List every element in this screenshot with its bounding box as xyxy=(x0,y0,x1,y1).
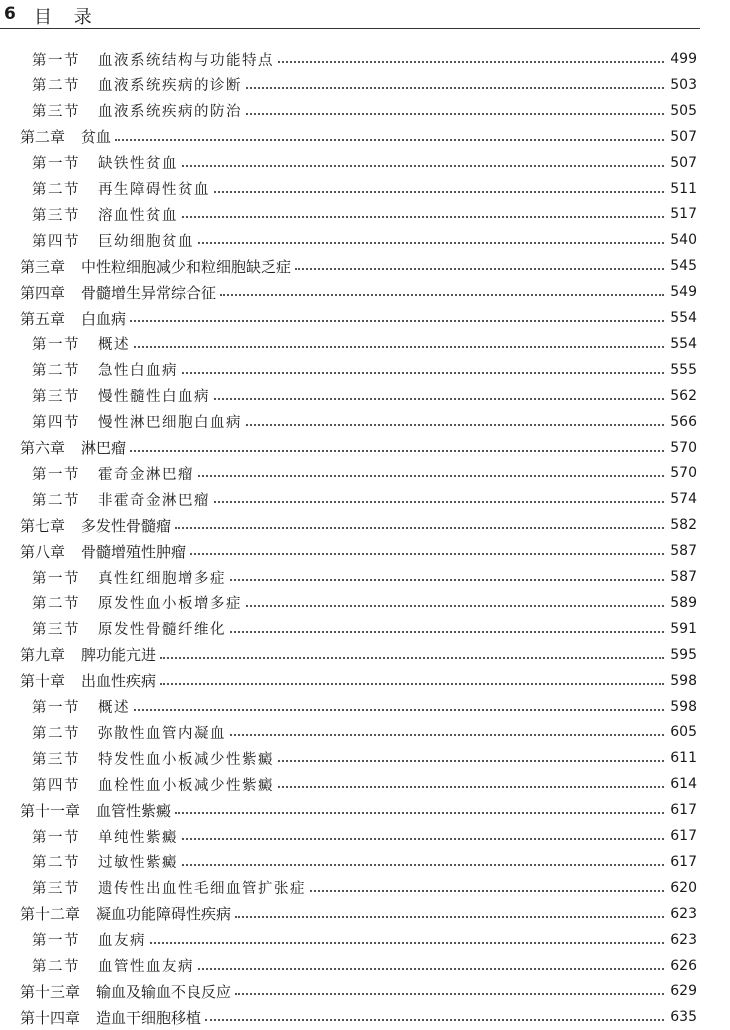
toc-leader-dots xyxy=(130,450,664,452)
toc-leader-dots xyxy=(198,475,664,477)
toc-entry-label: 第三章 xyxy=(20,257,66,276)
toc-entry-title: 多发性骨髓瘤 xyxy=(81,516,172,535)
toc-entry-label: 第一节 xyxy=(32,570,80,587)
toc-section-entry[interactable] xyxy=(32,357,697,383)
toc-chapter-entry[interactable] xyxy=(20,797,697,823)
toc-leader-dots xyxy=(295,268,664,270)
toc-entry-title: 巨幼细胞贫血 xyxy=(98,233,194,250)
toc-entry-title: 真性红细胞增多症 xyxy=(98,570,226,587)
toc-entry-page: 570 xyxy=(670,439,697,456)
toc-entry-title: 血栓性血小板减少性紫癜 xyxy=(98,777,274,794)
toc-entry-page: 626 xyxy=(670,957,697,974)
toc-entry-label: 第三节 xyxy=(32,622,80,639)
toc-entry-page: 595 xyxy=(670,646,697,663)
toc-entry-title: 缺铁性贫血 xyxy=(98,156,178,173)
toc-chapter-entry[interactable] xyxy=(20,642,697,668)
toc-section-entry[interactable] xyxy=(32,953,697,979)
toc-entry-label: 第二节 xyxy=(32,959,80,975)
toc-section-entry[interactable] xyxy=(32,98,697,124)
toc-entry-label: 第八章 xyxy=(20,542,66,561)
toc-entry-page: 623 xyxy=(670,931,697,948)
toc-leader-dots xyxy=(310,890,664,892)
toc-entry-label: 第一节 xyxy=(32,156,80,173)
toc-entry-title: 霍奇金淋巴瘤 xyxy=(98,466,194,483)
toc-entry-title: 凝血功能障碍性疾病 xyxy=(96,905,232,924)
toc-leader-dots xyxy=(235,916,664,918)
toc-entry-title: 血管性紫癜 xyxy=(96,801,172,820)
toc-entry-page: 617 xyxy=(670,828,697,844)
toc-entry-label: 第七章 xyxy=(20,516,66,535)
toc-section-entry[interactable] xyxy=(32,409,697,435)
toc-chapter-entry[interactable] xyxy=(20,978,697,1004)
toc-entry-page: 505 xyxy=(670,102,697,119)
toc-entry-page: 629 xyxy=(670,983,697,1000)
toc-entry-label: 第二节 xyxy=(32,596,80,613)
toc-entry-label: 第二节 xyxy=(32,855,80,872)
toc-entry-page: 574 xyxy=(670,491,697,508)
toc-leader-dots xyxy=(175,812,664,814)
toc-entry-label: 第九章 xyxy=(20,646,66,665)
toc-entry-label: 第一节 xyxy=(32,933,80,950)
toc-leader-dots xyxy=(115,139,664,141)
toc-chapter-entry[interactable] xyxy=(20,901,697,927)
toc-entry-title: 输血及输血不良反应 xyxy=(96,982,232,1001)
toc-entry-page: 635 xyxy=(670,1009,697,1026)
toc-entry-title: 原发性血小板增多症 xyxy=(98,596,242,613)
toc-section-entry[interactable] xyxy=(32,227,697,253)
toc-entry-label: 第四章 xyxy=(20,283,66,302)
toc-entry-title: 溶血性贫血 xyxy=(98,207,178,224)
toc-entry-title: 贫血 xyxy=(81,128,112,147)
toc-leader-dots xyxy=(214,191,664,193)
toc-entry-title: 淋巴瘤 xyxy=(81,439,127,457)
toc-entry-title: 概述 xyxy=(98,337,130,354)
toc-entry-page: 517 xyxy=(670,206,697,223)
toc-leader-dots xyxy=(134,709,664,711)
toc-entry-title: 血液系统疾病的诊断 xyxy=(98,78,242,95)
toc-leader-dots xyxy=(246,605,664,607)
toc-entry-title: 遗传性出血性毛细血管扩张症 xyxy=(98,881,306,898)
toc-entry-title: 造血干细胞移植 xyxy=(96,1008,202,1027)
toc-leader-dots xyxy=(190,553,664,555)
toc-entry-page: 591 xyxy=(670,620,697,637)
toc-section-entry[interactable] xyxy=(32,460,697,486)
toc-section-entry[interactable] xyxy=(32,150,697,176)
toc-entry-page: 617 xyxy=(670,802,697,819)
toc-entry-title: 再生障碍性贫血 xyxy=(98,182,210,198)
toc-entry-title: 中性粒细胞减少和粒细胞缺乏症 xyxy=(81,257,292,276)
toc-entry-label: 第一节 xyxy=(32,829,80,846)
toc-leader-dots xyxy=(220,294,664,296)
toc-leader-dots xyxy=(150,942,664,944)
toc-entry-page: 545 xyxy=(670,258,697,275)
toc-entry-label: 第十一章 xyxy=(20,801,81,820)
toc-entry-label: 第二节 xyxy=(32,363,80,380)
toc-section-entry[interactable] xyxy=(32,331,697,357)
toc-entry-title: 原发性骨髓纤维化 xyxy=(98,622,226,639)
toc-entry-page: 507 xyxy=(670,128,697,145)
toc-section-entry[interactable] xyxy=(32,694,697,720)
toc-leader-dots xyxy=(278,760,664,762)
toc-entry-label: 第三节 xyxy=(32,881,80,898)
toc-entry-page: 549 xyxy=(670,284,697,301)
toc-leader-dots xyxy=(182,216,664,218)
toc-chapter-entry[interactable] xyxy=(20,253,697,279)
toc-entry-page: 611 xyxy=(670,750,697,767)
toc-entry-label: 第三节 xyxy=(32,751,80,768)
toc-leader-dots xyxy=(246,87,664,89)
toc-chapter-entry[interactable] xyxy=(20,1004,697,1030)
toc-entry-title: 白血病 xyxy=(81,309,127,328)
toc-chapter-entry[interactable] xyxy=(20,279,697,305)
toc-entry-label: 第十三章 xyxy=(20,982,81,1001)
toc-entry-title: 血友病 xyxy=(98,933,146,950)
toc-entry-page: 507 xyxy=(670,154,697,171)
toc-entry-page: 554 xyxy=(670,335,697,352)
toc-entry-title: 骨髓增生异常综合征 xyxy=(81,283,217,302)
toc-entry-label: 第一节 xyxy=(32,700,80,716)
toc-leader-dots xyxy=(235,993,664,995)
toc-entry-label: 第十四章 xyxy=(20,1008,81,1027)
toc-entry-page: 617 xyxy=(670,853,697,870)
toc-entry-title: 过敏性紫癜 xyxy=(98,855,178,872)
toc-section-entry[interactable] xyxy=(32,745,697,771)
toc-section-entry[interactable] xyxy=(32,875,697,901)
toc-section-entry[interactable] xyxy=(32,927,697,953)
toc-leader-dots xyxy=(182,372,664,374)
toc-leader-dots xyxy=(230,579,664,581)
toc-entry-page: 503 xyxy=(670,76,697,93)
toc-section-entry[interactable] xyxy=(32,72,697,98)
toc-section-entry[interactable] xyxy=(32,201,697,227)
toc-chapter-entry[interactable] xyxy=(20,512,697,538)
toc-section-entry[interactable] xyxy=(32,849,697,875)
toc-leader-dots xyxy=(246,424,664,426)
toc-section-entry[interactable] xyxy=(32,46,697,72)
toc-entry-label: 第三节 xyxy=(32,104,80,121)
toc-chapter-entry[interactable] xyxy=(20,124,697,150)
toc-section-entry[interactable] xyxy=(32,590,697,616)
toc-entry-page: 598 xyxy=(670,672,697,689)
toc-entry-title: 急性白血病 xyxy=(98,363,178,380)
toc-entry-page: 540 xyxy=(670,232,697,249)
toc-entry-label: 第二节 xyxy=(32,78,80,95)
toc-entry-label: 第一节 xyxy=(32,337,80,354)
toc-leader-dots xyxy=(134,346,664,348)
toc-entry-label: 第二节 xyxy=(32,182,80,198)
toc-entry-page: 511 xyxy=(670,180,697,197)
toc-entry-page: 554 xyxy=(670,310,697,326)
toc-entry-label: 第一节 xyxy=(32,52,80,69)
toc-chapter-entry[interactable] xyxy=(20,538,697,564)
toc-entry-label: 第四节 xyxy=(32,777,80,794)
toc-entry-page: 598 xyxy=(670,698,697,715)
toc-entry-page: 566 xyxy=(670,413,697,430)
toc-entry-page: 499 xyxy=(670,51,697,67)
toc-leader-dots xyxy=(160,683,664,685)
toc-section-entry[interactable] xyxy=(32,383,697,409)
toc-leader-dots xyxy=(214,398,664,400)
toc-section-entry[interactable] xyxy=(32,719,697,745)
toc-leader-dots xyxy=(278,61,664,63)
toc-leader-dots xyxy=(198,242,664,244)
toc-entry-title: 概述 xyxy=(98,700,130,716)
header-title: 目 录 xyxy=(34,7,100,28)
toc-leader-dots xyxy=(278,786,664,788)
toc-leader-dots xyxy=(198,968,664,970)
toc-entry-page: 620 xyxy=(670,879,697,896)
toc-entry-page: 623 xyxy=(670,905,697,922)
toc-entry-title: 单纯性紫癜 xyxy=(98,829,178,846)
toc-entry-label: 第六章 xyxy=(20,439,66,457)
toc-entry-title: 非霍奇金淋巴瘤 xyxy=(98,492,210,509)
toc-entry-page: 614 xyxy=(670,776,697,793)
toc-entry-page: 562 xyxy=(670,387,697,404)
header-rule xyxy=(0,28,700,29)
toc-leader-dots xyxy=(230,631,664,633)
toc-leader-dots xyxy=(175,527,664,529)
toc-leader-dots xyxy=(246,113,664,115)
toc-entry-label: 第十章 xyxy=(20,672,66,691)
toc-entry-page: 555 xyxy=(670,361,697,378)
toc-leader-dots xyxy=(182,165,664,167)
toc-entry-page: 589 xyxy=(670,594,697,611)
toc-entry-label: 第十二章 xyxy=(20,905,81,924)
toc-entry-label: 第三节 xyxy=(32,207,80,224)
toc-section-entry[interactable] xyxy=(32,616,697,642)
toc-entry-page: 587 xyxy=(670,543,697,560)
toc-entry-title: 慢性淋巴细胞白血病 xyxy=(98,415,242,432)
toc-leader-dots xyxy=(182,864,664,866)
toc-entry-title: 血液系统结构与功能特点 xyxy=(98,52,274,69)
toc-chapter-entry[interactable] xyxy=(20,305,697,331)
toc-entry-title: 血管性血友病 xyxy=(98,959,194,975)
page-header xyxy=(0,0,730,30)
toc-entry-title: 慢性髓性白血病 xyxy=(98,389,210,406)
toc-entry-page: 605 xyxy=(670,724,697,741)
toc-entry-label: 第二节 xyxy=(32,492,80,509)
toc-entry-label: 第五章 xyxy=(20,309,66,328)
toc-entry-title: 脾功能亢进 xyxy=(81,646,157,665)
toc-entry-title: 特发性血小板减少性紫癜 xyxy=(98,751,274,768)
toc-leader-dots xyxy=(182,838,664,840)
toc-entry-title: 弥散性血管内凝血 xyxy=(98,725,226,742)
toc-entry-title: 骨髓增殖性肿瘤 xyxy=(81,542,187,561)
toc-entry-page: 570 xyxy=(670,465,697,482)
toc-entry-title: 出血性疾病 xyxy=(81,672,157,691)
toc-entry-label: 第二章 xyxy=(20,128,66,147)
toc-entry-page: 587 xyxy=(670,569,697,585)
toc-chapter-entry[interactable] xyxy=(20,435,697,461)
toc-section-entry[interactable] xyxy=(32,771,697,797)
toc-leader-dots xyxy=(160,657,664,659)
toc-leader-dots xyxy=(230,734,664,736)
toc-leader-dots xyxy=(130,320,664,322)
toc-section-entry[interactable] xyxy=(32,564,697,590)
toc-leader-dots xyxy=(214,501,664,503)
toc-entry-label: 第四节 xyxy=(32,415,80,432)
toc-entry-page: 582 xyxy=(670,517,697,534)
toc-chapter-entry[interactable] xyxy=(20,668,697,694)
toc-entry-label: 第三节 xyxy=(32,389,80,406)
toc-section-entry[interactable] xyxy=(32,176,697,202)
toc-section-entry[interactable] xyxy=(32,823,697,849)
toc-entry-title: 血液系统疾病的防治 xyxy=(98,104,242,121)
toc-section-entry[interactable] xyxy=(32,486,697,512)
toc-entry-label: 第二节 xyxy=(32,725,80,742)
toc-leader-dots xyxy=(205,1019,664,1021)
toc-entry-label: 第四节 xyxy=(32,233,80,250)
page-number: 6 xyxy=(4,4,16,24)
toc-entry-label: 第一节 xyxy=(32,466,80,483)
